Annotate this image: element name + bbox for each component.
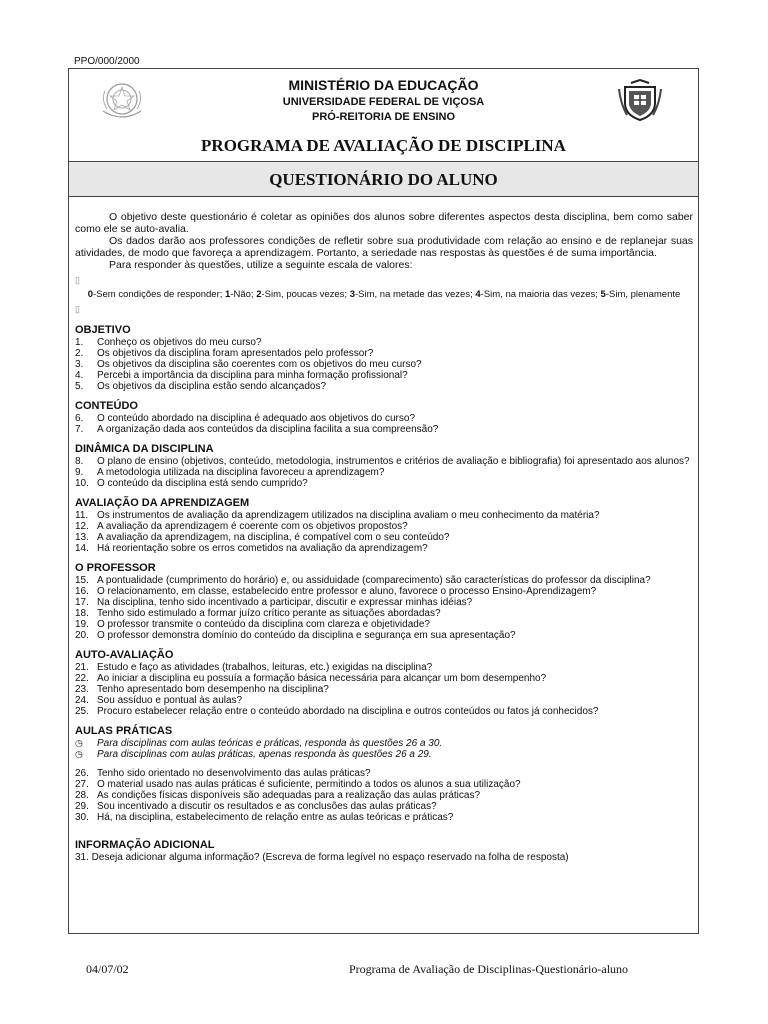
question-item — [75, 619, 693, 630]
question-number: 23. — [75, 684, 89, 695]
program-title: PROGRAMA DE AVALIAÇÃO DE DISCIPLINA — [201, 136, 566, 155]
section-title: CONTEÚDO — [75, 400, 138, 412]
question-item — [75, 370, 693, 381]
question-item — [75, 684, 693, 695]
question-text: Sou incentivado a discutir os resultados e as conclusões das aulas práticas? — [97, 801, 437, 812]
question-text: O plano de ensino (objetivos, conteúdo, metodologia, instrumentos e critérios de avaliação e bibliografia) foi apresentado aos alunos? — [97, 456, 690, 467]
question-number: 2. — [75, 348, 84, 359]
question-number: 5. — [75, 381, 84, 392]
question-item — [75, 790, 693, 801]
question-number: 7. — [75, 424, 84, 435]
scale-value: 1 — [225, 289, 231, 300]
question-item — [75, 381, 693, 392]
question-item — [75, 424, 693, 435]
instruction-note — [75, 749, 693, 760]
bullet-icon: ▯ — [75, 275, 80, 285]
note-text: Para disciplinas com aulas práticas, apenas responda às questões 26 a 29. — [97, 749, 432, 760]
question-list — [75, 768, 693, 823]
question-list — [75, 662, 693, 717]
question-text: Os objetivos da disciplina são coerentes com os objetivos do meu curso? — [97, 359, 422, 370]
document-code: PPO/000/2000 — [74, 56, 140, 67]
form-header — [69, 69, 698, 197]
pro-rectory-name: PRÓ-REITORIA DE ENSINO — [311, 111, 456, 123]
question-list — [75, 456, 693, 489]
question-list — [75, 510, 693, 554]
scale-value: 4 — [475, 289, 481, 300]
question-sections — [75, 324, 693, 717]
question-number: 6. — [75, 413, 84, 424]
scale-instruction: Para responder às questões, utilize a seguinte escala de valores: — [109, 259, 413, 271]
scale-label: -Sim, plenamente — [605, 289, 681, 300]
university-name: UNIVERSIDADE FEDERAL DE VIÇOSA — [282, 96, 485, 108]
scale-label: -Sim, na maioria das vezes; — [480, 289, 601, 300]
scale-label: -Sem condições de responder; — [93, 289, 226, 300]
question-number: 11. — [75, 510, 89, 521]
instruction-note — [75, 738, 693, 749]
footer-date: 04/07/02 — [86, 962, 129, 976]
question-text: O relacionamento, em classe, estabelecido entre professor e aluno, favorece o processo Ensino-Aprendizagem? — [97, 586, 597, 597]
question-item — [75, 456, 693, 467]
question-number: 1. — [75, 337, 84, 348]
question-number: 10. — [75, 478, 89, 489]
question-item — [75, 467, 693, 478]
question-number: 12. — [75, 521, 89, 532]
question-item — [75, 543, 693, 554]
question-text: Há, na disciplina, estabelecimento de relação entre as aulas teóricas e práticas? — [97, 812, 454, 823]
question-item — [75, 413, 693, 424]
question-item — [75, 359, 693, 370]
question-text: Tenho sido orientado no desenvolvimento das aulas práticas? — [97, 768, 371, 779]
question-item — [75, 673, 693, 684]
question-number: 26. — [75, 768, 89, 779]
form-body — [75, 211, 693, 863]
question-number: 15. — [75, 575, 89, 586]
footer-caption: Programa de Avaliação de Disciplinas-Questionário-aluno — [349, 962, 629, 976]
question-number: 22. — [75, 673, 89, 684]
question-text: A pontualidade (cumprimento do horário) e, ou assiduidade (comparecimento) são características do professor da disciplina? — [97, 575, 651, 586]
question-text: O conteúdo da disciplina está sendo cumprido? — [97, 478, 308, 489]
question-item — [75, 695, 693, 706]
clock-bullet-icon: ◷ — [75, 749, 83, 759]
scale-value: 3 — [349, 289, 355, 300]
question-number: 27. — [75, 779, 89, 790]
scale-value: 5 — [600, 289, 606, 300]
section-title: AULAS PRÁTICAS — [75, 725, 173, 737]
section-title: AVALIAÇÃO DA APRENDIZAGEM — [75, 497, 250, 509]
question-text: O conteúdo abordado na disciplina é adequado aos objetivos do curso? — [97, 413, 416, 424]
section-title: INFORMAÇÃO ADICIONAL — [75, 839, 215, 851]
question-text: Tenho sido estimulado a formar juízo crítico perante as situações abordadas? — [97, 608, 441, 619]
questionnaire-title: QUESTIONÁRIO DO ALUNO — [269, 170, 498, 189]
question-number: 25. — [75, 706, 89, 717]
note-text: Para disciplinas com aulas teóricas e práticas, responda às questões 26 a 30. — [97, 738, 443, 749]
question-text: Há reorientação sobre os erros cometidos na avaliação da aprendizagem? — [97, 543, 428, 554]
question-text: A avaliação da aprendizagem é coerente com os objetivos propostos? — [97, 521, 408, 532]
intro-paragraph: O objetivo deste questionário é coletar as opiniões dos alunos sobre diferentes aspectos desta disciplina, bem como saber como ele se auto-avalia. — [75, 211, 693, 235]
question-number: 16. — [75, 586, 89, 597]
scale-label: -Não; — [230, 289, 257, 300]
question-list — [75, 413, 693, 435]
section-title: DINÂMICA DA DISCIPLINA — [75, 443, 214, 455]
question-text: A organização dada aos conteúdos da disciplina facilita a sua compreensão? — [97, 424, 439, 435]
ministry-title: MINISTÉRIO DA EDUCAÇÃO — [288, 77, 479, 93]
question-number: 20. — [75, 630, 89, 641]
question-item: 31. Deseja adicionar alguma informação? (Escreva de forma legível no espaço reservado na folha de resposta) — [75, 852, 569, 863]
question-number: 17. — [75, 597, 89, 608]
university-crest-icon — [617, 79, 663, 123]
question-item — [75, 521, 693, 532]
question-number: 9. — [75, 467, 84, 478]
question-text: Tenho apresentado bom desempenho na disciplina? — [97, 684, 329, 695]
form-frame — [68, 68, 699, 934]
question-item — [75, 597, 693, 608]
question-text: Os objetivos da disciplina foram apresentados pelo professor? — [97, 348, 374, 359]
question-text: Sou assíduo e pontual às aulas? — [97, 695, 243, 706]
question-item — [75, 662, 693, 673]
clock-bullet-icon: ◷ — [75, 738, 83, 748]
scale-value: 2 — [256, 289, 262, 300]
intro-paragraph: Os dados darão aos professores condições de refletir sobre sua produtividade com relação ao ensino e de replanejar suas atividades, de modo que favoreça a aprendizagem. Portanto, a seriedade nas respostas às questões é de suma importância. — [75, 235, 693, 259]
scale-value: 0 — [87, 289, 94, 300]
question-item — [75, 630, 693, 641]
question-item — [75, 575, 693, 586]
question-list — [75, 337, 693, 392]
question-text: A metodologia utilizada na disciplina favoreceu a aprendizagem? — [97, 467, 385, 478]
question-text: Os objetivos da disciplina estão sendo alcançados? — [97, 381, 327, 392]
question-text: Percebi a importância da disciplina para minha formação profissional? — [97, 370, 408, 381]
question-number: 24. — [75, 695, 89, 706]
question-text: O professor transmite o conteúdo da disciplina com clareza e objetividade? — [97, 619, 430, 630]
question-number: 14. — [75, 543, 89, 554]
section-title: AUTO-AVALIAÇÃO — [75, 649, 174, 661]
question-item — [75, 337, 693, 348]
question-number: 19. — [75, 619, 89, 630]
question-item — [75, 608, 693, 619]
question-number: 8. — [75, 456, 84, 467]
scale-label: -Sim, poucas vezes; — [261, 289, 350, 300]
scale-label: -Sim, na metade das vezes; — [354, 289, 476, 300]
question-text: O professor demonstra domínio do conteúdo da disciplina e segurança em sua apresentação? — [97, 630, 516, 641]
bullet-icon: ▯ — [75, 304, 80, 314]
question-item — [75, 779, 693, 790]
question-text: Estudo e faço as atividades (trabalhos, leituras, etc.) exigidas na disciplina? — [97, 662, 433, 673]
question-text: Os instrumentos de avaliação da aprendizagem utilizados na disciplina avaliam o meu conhecimento da matéria? — [97, 510, 600, 521]
section-title: O PROFESSOR — [75, 562, 156, 574]
question-number: 18. — [75, 608, 89, 619]
question-text: Na disciplina, tenho sido incentivado a participar, discutir e expressar minhas idéias? — [97, 597, 473, 608]
question-number: 13. — [75, 532, 89, 543]
question-item — [75, 348, 693, 359]
question-text: A avaliação da aprendizagem, na disciplina, é compatível com o seu conteúdo? — [97, 532, 450, 543]
question-text: As condições físicas disponíveis são adequadas para a realização das aulas práticas? — [97, 790, 481, 801]
question-item — [75, 478, 693, 489]
question-text: Procuro estabelecer relação entre o conteúdo abordado na disciplina e outros conteúdos ou fatos já conhecidos? — [97, 706, 599, 717]
question-number: 21. — [75, 662, 89, 673]
question-list — [75, 575, 693, 641]
question-number: 4. — [75, 370, 84, 381]
question-item — [75, 586, 693, 597]
question-item — [75, 768, 693, 779]
rating-scale — [75, 289, 693, 300]
questionnaire-title-bar — [69, 161, 698, 197]
question-number: 28. — [75, 790, 89, 801]
question-item — [75, 812, 693, 823]
question-item — [75, 510, 693, 521]
section-title: OBJETIVO — [75, 324, 131, 336]
question-item — [75, 706, 693, 717]
question-number: 3. — [75, 359, 84, 370]
question-number: 30. — [75, 812, 89, 823]
question-text: O material usado nas aulas práticas é suficiente, permitindo a todos os alunos a sua utilização? — [97, 779, 521, 790]
question-text: Conheço os objetivos do meu curso? — [97, 337, 262, 348]
question-item — [75, 532, 693, 543]
question-item — [75, 801, 693, 812]
question-number: 29. — [75, 801, 89, 812]
question-text: Ao iniciar a disciplina eu possuía a formação básica necessária para alcançar um bom desempenho? — [97, 673, 547, 684]
